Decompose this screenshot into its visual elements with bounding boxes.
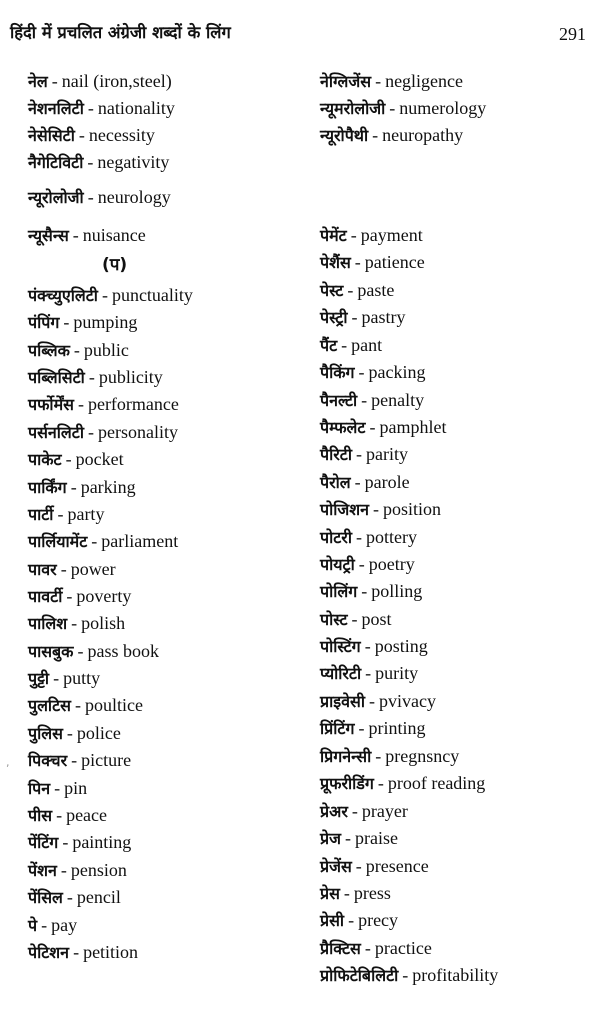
- dash-separator: -: [56, 805, 63, 825]
- word-entry: [320, 745, 459, 768]
- dash-separator: -: [88, 367, 95, 387]
- hindi-word: नेग्लिजेंस: [320, 72, 372, 91]
- english-word: poetry: [368, 554, 415, 574]
- word-entry: [28, 886, 121, 909]
- english-word: numerology: [399, 98, 487, 118]
- hindi-word: पब्लिक: [28, 341, 70, 360]
- dash-separator: -: [354, 252, 361, 272]
- hindi-word: प्रैक्टिस: [320, 939, 361, 958]
- english-word: party: [67, 504, 105, 524]
- english-word: petition: [83, 942, 139, 962]
- hindi-word: पोलिंग: [320, 582, 358, 601]
- english-word: posting: [374, 636, 428, 656]
- dash-separator: -: [368, 691, 375, 711]
- hindi-word: पेंशन: [28, 861, 57, 880]
- word-entry: [320, 251, 425, 274]
- english-word: necessity: [88, 125, 155, 145]
- english-word: post: [361, 609, 392, 629]
- dash-separator: -: [375, 71, 382, 91]
- english-word: printing: [368, 718, 426, 738]
- word-entry: [320, 662, 418, 685]
- english-word: pant: [351, 335, 383, 355]
- english-word: pottery: [365, 527, 417, 547]
- dash-separator: -: [72, 225, 79, 245]
- english-word: parity: [365, 444, 408, 464]
- english-word: peace: [66, 805, 108, 825]
- dash-separator: -: [77, 641, 84, 661]
- word-entry: [28, 284, 193, 307]
- dash-separator: -: [365, 663, 372, 683]
- dash-separator: -: [361, 581, 368, 601]
- word-entry: [28, 151, 169, 174]
- hindi-word: प्योरिटी: [320, 664, 362, 683]
- english-word: picture: [81, 750, 132, 770]
- dash-separator: -: [54, 778, 61, 798]
- dash-separator: -: [71, 613, 78, 633]
- dash-separator: -: [87, 187, 94, 207]
- english-word: nationality: [97, 98, 175, 118]
- english-word: patience: [364, 252, 425, 272]
- dash-separator: -: [91, 531, 98, 551]
- word-entry: [320, 97, 486, 120]
- dash-separator: -: [66, 586, 73, 606]
- dash-separator: -: [60, 860, 67, 880]
- hindi-word: पुलिस: [28, 724, 63, 743]
- hindi-word: पार्लियामेंट: [28, 532, 88, 551]
- hindi-word: प्रेअर: [320, 802, 348, 821]
- dash-separator: -: [66, 723, 73, 743]
- english-word: public: [83, 340, 129, 360]
- hindi-word: पैम्फलेट: [320, 418, 366, 437]
- english-word: power: [70, 559, 116, 579]
- english-word: pay: [51, 915, 78, 935]
- dash-separator: -: [51, 71, 58, 91]
- english-word: pastry: [361, 307, 406, 327]
- word-entry: [320, 389, 424, 412]
- word-entry: [320, 124, 463, 147]
- dash-separator: -: [355, 527, 362, 547]
- word-entry: [320, 690, 436, 713]
- word-entry: [320, 800, 408, 823]
- hindi-word: पार्किंग: [28, 478, 67, 497]
- dash-separator: -: [78, 125, 85, 145]
- hindi-word: पोजिशन: [320, 500, 370, 519]
- hindi-word: पुलटिस: [28, 696, 71, 715]
- dash-separator: -: [377, 773, 384, 793]
- word-entry: [28, 722, 121, 745]
- hindi-word: पिन: [28, 779, 51, 798]
- hindi-word: पेस्ट्री: [320, 308, 348, 327]
- hindi-word: नैगेटिविटी: [28, 153, 84, 172]
- english-word: poultice: [84, 695, 143, 715]
- dash-separator: -: [348, 910, 355, 930]
- hindi-word: पोटरी: [320, 528, 352, 547]
- hindi-word: न्यूमरोलोजी: [320, 99, 386, 118]
- dash-separator: -: [57, 504, 64, 524]
- english-word: pocket: [75, 449, 124, 469]
- english-word: paste: [357, 280, 395, 300]
- word-entry: [320, 964, 498, 987]
- word-entry: [320, 937, 432, 960]
- word-entry: [320, 717, 425, 740]
- word-entry: [28, 70, 172, 93]
- english-word: pin: [64, 778, 88, 798]
- hindi-word: पर्फोर्मेंस: [28, 395, 74, 414]
- dash-separator: -: [87, 152, 94, 172]
- dash-separator: -: [358, 718, 365, 738]
- english-word: profitability: [412, 965, 499, 985]
- hindi-word: पंक्च्युएलिटी: [28, 286, 98, 305]
- english-word: negligence: [385, 71, 464, 91]
- word-entry: [28, 97, 175, 120]
- dash-separator: -: [350, 225, 357, 245]
- word-entry: [28, 124, 155, 147]
- hindi-word: पीस: [28, 806, 53, 825]
- hindi-word: पेस्ट: [320, 281, 344, 300]
- hindi-word: नेसेसिटी: [28, 126, 75, 145]
- hindi-word: पावर: [28, 560, 57, 579]
- dash-separator: -: [347, 280, 354, 300]
- english-word: parking: [80, 477, 136, 497]
- word-entry: [320, 471, 410, 494]
- dash-separator: -: [71, 750, 78, 770]
- english-word: punctuality: [111, 285, 193, 305]
- english-word: purity: [375, 663, 419, 683]
- word-entry: [320, 855, 429, 878]
- word-entry: [320, 608, 392, 631]
- word-entry: [320, 443, 408, 466]
- hindi-word: पैकिंग: [320, 363, 355, 382]
- dash-separator: -: [341, 335, 348, 355]
- english-word: payment: [360, 225, 423, 245]
- word-entry: [320, 498, 441, 521]
- word-entry: [28, 941, 138, 964]
- dash-separator: -: [87, 422, 94, 442]
- dash-separator: -: [373, 499, 380, 519]
- dash-separator: -: [77, 394, 84, 414]
- english-word: proof reading: [387, 773, 486, 793]
- english-word: poverty: [76, 586, 132, 606]
- margin-mark: ,: [6, 756, 10, 769]
- dash-separator: -: [358, 554, 365, 574]
- hindi-word: पर्सनलिटी: [28, 423, 84, 442]
- english-word: performance: [87, 394, 179, 414]
- word-entry: [320, 224, 423, 247]
- hindi-word: पब्लिसिटी: [28, 368, 85, 387]
- hindi-word: पिक्चर: [28, 751, 68, 770]
- dash-separator: -: [74, 695, 81, 715]
- page-header: [10, 20, 586, 50]
- english-word: personality: [97, 422, 178, 442]
- english-word: pvivacy: [378, 691, 436, 711]
- dash-separator: -: [41, 915, 48, 935]
- word-entry: [320, 772, 485, 795]
- english-word: pass book: [87, 641, 159, 661]
- dash-separator: -: [60, 559, 67, 579]
- english-word: polling: [371, 581, 423, 601]
- english-word: pumping: [73, 312, 138, 332]
- page-title: हिंदी में प्रचलित अंग्रेजी शब्दों के लिंग: [10, 23, 231, 42]
- word-entry: [28, 530, 178, 553]
- hindi-word: पे: [28, 916, 38, 935]
- dash-separator: -: [343, 883, 350, 903]
- word-entry: [28, 448, 124, 471]
- hindi-word: प्रूफरीडिंग: [320, 774, 374, 793]
- word-entry: [28, 749, 131, 772]
- word-entry: [320, 635, 428, 658]
- hindi-word: प्राइवेसी: [320, 692, 365, 711]
- dash-separator: -: [375, 746, 382, 766]
- hindi-word: पासबुक: [28, 642, 74, 661]
- hindi-word: पाकेट: [28, 450, 62, 469]
- word-entry: [28, 640, 159, 663]
- dash-separator: -: [63, 312, 70, 332]
- english-word: position: [383, 499, 442, 519]
- english-word: packing: [368, 362, 426, 382]
- english-word: negativity: [97, 152, 170, 172]
- hindi-word: प्रेजेंस: [320, 857, 352, 876]
- english-word: nuisance: [82, 225, 146, 245]
- page-number: 291: [559, 24, 586, 44]
- word-entry: [28, 914, 77, 937]
- word-entry: [28, 503, 104, 526]
- hindi-word: पंपिंग: [28, 313, 60, 332]
- dash-separator: -: [73, 340, 80, 360]
- hindi-word: पैनल्टी: [320, 391, 358, 410]
- dash-separator: -: [66, 887, 73, 907]
- english-word: neuropathy: [382, 125, 464, 145]
- dash-separator: -: [73, 942, 80, 962]
- english-word: neurology: [97, 187, 171, 207]
- word-entry: [28, 339, 129, 362]
- dash-separator: -: [369, 417, 376, 437]
- word-entry: [320, 416, 446, 439]
- dash-separator: -: [358, 362, 365, 382]
- english-word: publicity: [98, 367, 163, 387]
- word-entry: [28, 476, 136, 499]
- hindi-word: पावर्टी: [28, 587, 63, 606]
- word-entry: [28, 612, 125, 635]
- word-entry: [28, 667, 100, 690]
- word-entry: [28, 777, 87, 800]
- dash-separator: -: [351, 307, 358, 327]
- hindi-word: पैरिटी: [320, 445, 352, 464]
- hindi-word: प्रेसी: [320, 911, 345, 930]
- word-entry: [28, 831, 131, 854]
- hindi-word: पोयट्री: [320, 555, 355, 574]
- english-word: pension: [70, 860, 127, 880]
- word-entry: [28, 311, 137, 334]
- dash-separator: -: [351, 609, 358, 629]
- hindi-word: पेमेंट: [320, 226, 347, 245]
- dash-separator: -: [402, 965, 409, 985]
- word-entry: [320, 279, 394, 302]
- dash-separator: -: [361, 390, 368, 410]
- word-entry: [320, 827, 398, 850]
- english-word: press: [353, 883, 391, 903]
- word-entry: [320, 580, 422, 603]
- word-entry: [320, 334, 382, 357]
- word-entry: [320, 361, 426, 384]
- dash-separator: -: [87, 98, 94, 118]
- hindi-word: न्यूसैन्स: [28, 226, 69, 245]
- english-word: pencil: [76, 887, 121, 907]
- word-entry: [28, 421, 178, 444]
- dash-separator: -: [355, 444, 362, 464]
- word-entry: [28, 224, 146, 247]
- english-word: putty: [63, 668, 101, 688]
- word-entry: [320, 70, 463, 93]
- dash-separator: -: [354, 472, 361, 492]
- english-word: penalty: [371, 390, 425, 410]
- english-word: police: [76, 723, 121, 743]
- english-word: pamphlet: [379, 417, 447, 437]
- word-entry: [28, 859, 127, 882]
- hindi-word: पैरोल: [320, 473, 351, 492]
- hindi-word: प्रेस: [320, 884, 340, 903]
- dash-separator: -: [344, 828, 351, 848]
- hindi-word: पेशैंस: [320, 253, 351, 272]
- word-entry: [320, 526, 417, 549]
- hindi-word: नेशनलिटी: [28, 99, 84, 118]
- dash-separator: -: [372, 125, 379, 145]
- english-word: painting: [72, 832, 132, 852]
- hindi-word: पोस्टिंग: [320, 637, 361, 656]
- english-word: prayer: [361, 801, 408, 821]
- dash-separator: -: [65, 449, 72, 469]
- english-word: presence: [365, 856, 429, 876]
- word-entry: [28, 366, 163, 389]
- hindi-word: पार्टी: [28, 505, 54, 524]
- hindi-word: न्यूरोपैथी: [320, 126, 369, 145]
- dash-separator: -: [70, 477, 77, 497]
- word-entry: [320, 553, 415, 576]
- word-entry: [28, 694, 143, 717]
- english-word: parole: [364, 472, 410, 492]
- english-word: praise: [354, 828, 398, 848]
- english-word: parliament: [101, 531, 179, 551]
- word-entry: [28, 393, 179, 416]
- hindi-word: पेटिशन: [28, 943, 70, 962]
- word-entry: [28, 558, 116, 581]
- word-entry: [320, 882, 391, 905]
- hindi-word: पोस्ट: [320, 610, 348, 629]
- hindi-word: न्यूरोलोजी: [28, 188, 84, 207]
- english-word: pregnsncy: [385, 746, 460, 766]
- hindi-word: प्रिगनेन्सी: [320, 747, 372, 766]
- section-heading: (प): [102, 255, 128, 275]
- hindi-word: पुट्टी: [28, 669, 50, 688]
- dash-separator: -: [351, 801, 358, 821]
- hindi-word: पेंसिल: [28, 888, 63, 907]
- dash-separator: -: [364, 636, 371, 656]
- word-entry: [28, 186, 171, 209]
- dash-separator: -: [364, 938, 371, 958]
- word-entry: [28, 585, 131, 608]
- hindi-word: पैंट: [320, 336, 338, 355]
- hindi-word: प्रोफिटेबिलिटी: [320, 966, 399, 985]
- dash-separator: -: [62, 832, 69, 852]
- hindi-word: नेल: [28, 72, 48, 91]
- hindi-word: पालिश: [28, 614, 68, 633]
- word-entry: [28, 804, 107, 827]
- english-word: nail (iron,steel): [61, 71, 172, 91]
- hindi-word: पेंटिंग: [28, 833, 59, 852]
- english-word: practice: [374, 938, 432, 958]
- hindi-word: प्रिंटिंग: [320, 719, 355, 738]
- dash-separator: -: [389, 98, 396, 118]
- hindi-word: प्रेज: [320, 829, 341, 848]
- english-word: polish: [81, 613, 126, 633]
- dash-separator: -: [101, 285, 108, 305]
- english-word: precy: [358, 910, 399, 930]
- word-entry: [320, 306, 406, 329]
- dash-separator: -: [355, 856, 362, 876]
- dash-separator: -: [53, 668, 60, 688]
- word-entry: [320, 909, 398, 932]
